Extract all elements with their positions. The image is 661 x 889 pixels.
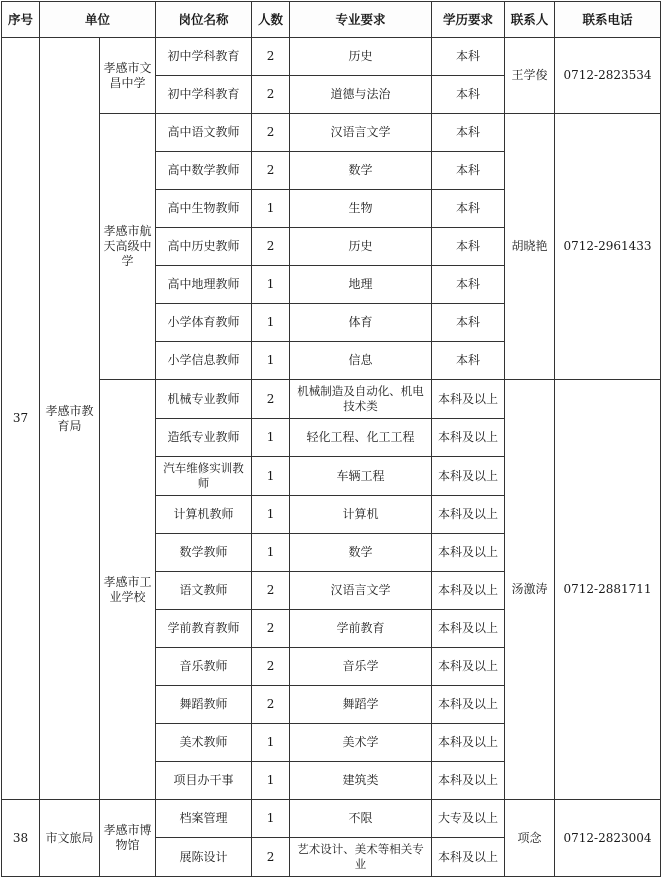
count-cell: 2	[252, 76, 290, 114]
count-cell: 2	[252, 648, 290, 686]
education-cell: 本科及以上	[432, 724, 505, 762]
position-cell: 小学体育教师	[156, 304, 252, 342]
count-cell: 1	[252, 342, 290, 380]
count-cell: 2	[252, 152, 290, 190]
subunit-cell: 孝感市工业学校	[100, 380, 156, 800]
subunit-cell: 孝感市文昌中学	[100, 38, 156, 114]
education-cell: 本科	[432, 152, 505, 190]
education-cell: 本科及以上	[432, 496, 505, 534]
phone-cell: 0712-2823534	[555, 38, 661, 114]
major-cell: 数学	[290, 534, 432, 572]
contact-cell: 汤激涛	[505, 380, 555, 800]
table-row	[2, 38, 661, 76]
count-cell: 2	[252, 572, 290, 610]
recruitment-table	[1, 1, 661, 877]
major-cell: 历史	[290, 38, 432, 76]
position-cell: 档案管理	[156, 800, 252, 838]
count-cell: 1	[252, 190, 290, 228]
header-major: 专业要求	[290, 2, 432, 38]
major-cell: 历史	[290, 228, 432, 266]
count-cell: 1	[252, 266, 290, 304]
position-cell: 高中数学教师	[156, 152, 252, 190]
count-cell: 2	[252, 380, 290, 419]
education-cell: 本科及以上	[432, 457, 505, 496]
count-cell: 1	[252, 534, 290, 572]
seq-cell: 37	[2, 38, 40, 800]
unit-cell: 孝感市教育局	[40, 38, 100, 800]
position-cell: 高中语文教师	[156, 114, 252, 152]
position-cell: 音乐教师	[156, 648, 252, 686]
education-cell: 本科及以上	[432, 762, 505, 800]
major-cell: 舞蹈学	[290, 686, 432, 724]
education-cell: 本科及以上	[432, 419, 505, 457]
contact-cell: 项念	[505, 800, 555, 877]
count-cell: 1	[252, 800, 290, 838]
education-cell: 本科及以上	[432, 572, 505, 610]
count-cell: 2	[252, 686, 290, 724]
major-cell: 学前教育	[290, 610, 432, 648]
position-cell: 小学信息教师	[156, 342, 252, 380]
major-cell: 信息	[290, 342, 432, 380]
count-cell: 1	[252, 457, 290, 496]
major-cell: 计算机	[290, 496, 432, 534]
major-cell: 不限	[290, 800, 432, 838]
unit-cell: 市文旅局	[40, 800, 100, 877]
position-cell: 高中生物教师	[156, 190, 252, 228]
position-cell: 数学教师	[156, 534, 252, 572]
position-cell: 高中地理教师	[156, 266, 252, 304]
position-cell: 美术教师	[156, 724, 252, 762]
count-cell: 2	[252, 228, 290, 266]
major-cell: 建筑类	[290, 762, 432, 800]
count-cell: 2	[252, 38, 290, 76]
header-phone: 联系电话	[555, 2, 661, 38]
major-cell: 体育	[290, 304, 432, 342]
education-cell: 本科	[432, 76, 505, 114]
count-cell: 2	[252, 610, 290, 648]
major-cell: 汉语言文学	[290, 572, 432, 610]
phone-cell: 0712-2823004	[555, 800, 661, 877]
position-cell: 初中学科教育	[156, 38, 252, 76]
education-cell: 本科及以上	[432, 610, 505, 648]
position-cell: 初中学科教育	[156, 76, 252, 114]
major-cell: 汉语言文学	[290, 114, 432, 152]
education-cell: 大专及以上	[432, 800, 505, 838]
position-cell: 语文教师	[156, 572, 252, 610]
position-cell: 计算机教师	[156, 496, 252, 534]
major-cell: 轻化工程、化工工程	[290, 419, 432, 457]
count-cell: 1	[252, 496, 290, 534]
count-cell: 2	[252, 838, 290, 877]
contact-cell: 胡晓艳	[505, 114, 555, 380]
major-cell: 道德与法治	[290, 76, 432, 114]
header-position: 岗位名称	[156, 2, 252, 38]
education-cell: 本科	[432, 114, 505, 152]
header-education: 学历要求	[432, 2, 505, 38]
subunit-cell: 孝感市博物馆	[100, 800, 156, 877]
education-cell: 本科	[432, 228, 505, 266]
subunit-cell: 孝感市航天高级中学	[100, 114, 156, 380]
position-cell: 汽车维修实训教师	[156, 457, 252, 496]
header-count: 人数	[252, 2, 290, 38]
header-contact: 联系人	[505, 2, 555, 38]
major-cell: 机械制造及自动化、机电技术类	[290, 380, 432, 419]
major-cell: 艺术设计、美术等相关专业	[290, 838, 432, 877]
education-cell: 本科	[432, 304, 505, 342]
major-cell: 数学	[290, 152, 432, 190]
education-cell: 本科	[432, 342, 505, 380]
position-cell: 项目办干事	[156, 762, 252, 800]
count-cell: 1	[252, 762, 290, 800]
header-row	[2, 2, 661, 38]
education-cell: 本科	[432, 190, 505, 228]
table-row	[2, 800, 661, 838]
position-cell: 造纸专业教师	[156, 419, 252, 457]
position-cell: 舞蹈教师	[156, 686, 252, 724]
position-cell: 展陈设计	[156, 838, 252, 877]
count-cell: 1	[252, 724, 290, 762]
education-cell: 本科	[432, 38, 505, 76]
major-cell: 音乐学	[290, 648, 432, 686]
major-cell: 车辆工程	[290, 457, 432, 496]
table-row	[2, 114, 661, 152]
contact-cell: 王学俊	[505, 38, 555, 114]
major-cell: 美术学	[290, 724, 432, 762]
phone-cell: 0712-2961433	[555, 114, 661, 380]
phone-cell: 0712-2881711	[555, 380, 661, 800]
count-cell: 2	[252, 114, 290, 152]
seq-cell: 38	[2, 800, 40, 877]
education-cell: 本科及以上	[432, 838, 505, 877]
major-cell: 生物	[290, 190, 432, 228]
position-cell: 高中历史教师	[156, 228, 252, 266]
count-cell: 1	[252, 304, 290, 342]
position-cell: 学前教育教师	[156, 610, 252, 648]
header-seq: 序号	[2, 2, 40, 38]
header-unit: 单位	[40, 2, 156, 38]
education-cell: 本科及以上	[432, 380, 505, 419]
education-cell: 本科及以上	[432, 686, 505, 724]
education-cell: 本科	[432, 266, 505, 304]
count-cell: 1	[252, 419, 290, 457]
education-cell: 本科及以上	[432, 534, 505, 572]
position-cell: 机械专业教师	[156, 380, 252, 419]
education-cell: 本科及以上	[432, 648, 505, 686]
table-row	[2, 380, 661, 419]
major-cell: 地理	[290, 266, 432, 304]
